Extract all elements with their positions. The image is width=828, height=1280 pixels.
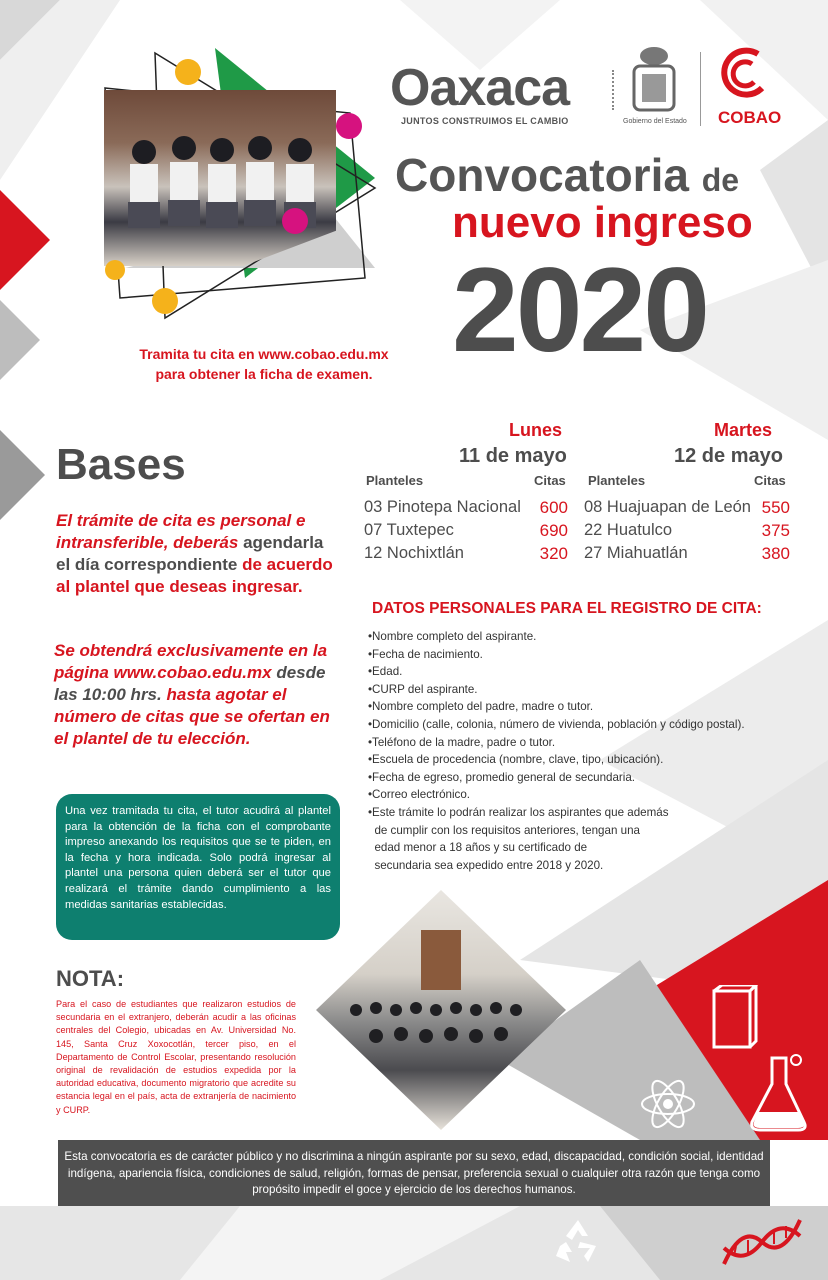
bases-title: Bases [56,440,186,489]
list-item: •Edad. [368,665,403,679]
flask-icon [744,1050,814,1134]
plantel-row: 22 Huatulco [584,521,673,539]
plantel-row: 07 Tuxtepec [364,521,454,539]
col-citas-1: Citas [534,473,566,488]
citas-value: 600 [539,498,568,517]
list-item: •CURP del aspirante. [368,682,478,696]
atom-icon [638,1074,698,1134]
citas-value: 320 [539,544,568,563]
title-de: de [701,162,740,198]
oaxaca-logo: Oaxaca [390,59,570,117]
bases-p1-b: agendarla el día correspondiente [56,533,324,574]
day-1-date: 11 de mayo [459,445,567,467]
cobao-logo-icon [718,44,770,106]
citas-value: 550 [761,498,790,517]
col-planteles-2: Planteles [588,473,646,488]
bases-p1-c: de acuerdo al plantel que deseas ingresar. [56,555,333,596]
plantel-row: 27 Miahuatlán [584,544,688,562]
nota-text: Para el caso de estudiantes que realizaron estudios de secundaria en el extranjero, deberán acudir a las oficinas centrales del Colegio, ubicadas en Av. Universidad No. 145, Santa Cruz Xoxocotlán, tercer piso, en el Departamento de Control Escolar, presentando resolución original de revalidación de estudios expedida por la autoridad educativa, documento migratorio que acredite su estancia legal en el país, acta de extranjería de nacimiento y CURP. [56,999,296,1115]
bases-p2-c: hasta agotar el número de citas que se ofertan en el plantel de tu elección. [54,685,330,748]
cobao-label: COBAO [718,108,782,127]
list-item: •Fecha de nacimiento. [368,647,483,661]
plantel-row: 03 Pinotepa Nacional [364,498,521,516]
list-item: •Teléfono de la madre, padre o tutor. [368,735,556,749]
datos-list [368,628,798,874]
bases-p2-b: desde las 10:00 hrs. [54,663,326,704]
citas-value: 380 [761,544,790,563]
bases-p1-a: El trámite de cita es personal e intransferible, deberás [56,511,306,552]
recycle-icon [552,1216,604,1266]
title-line-1 [395,148,739,202]
nota-title: NOTA: [56,966,125,991]
gobierno-label: Gobierno del Estado [623,118,687,125]
list-item: •Escuela de procedencia (nombre, clave, tipo, ubicación). [368,753,664,767]
tramita-text: Tramita tu cita en www.cobao.edu.mx para obtener la ficha de examen. [139,346,389,382]
day-2-name: Martes [714,420,773,440]
list-item: •Domicilio (calle, colonia, número de vivienda, población y código postal). [368,717,745,731]
bases-paragraph-1 [56,510,341,598]
list-item: •Fecha de egreso, promedio general de secundaria. [368,770,636,784]
list-item: •Este trámite lo podrán realizar los aspirantes que además [368,805,669,819]
title-year: 2020 [452,243,707,377]
col-planteles-1: Planteles [366,473,424,488]
list-item: de cumplir con los requisitos anteriores, tengan una [368,823,640,837]
book-icon [710,985,758,1053]
title-convocatoria: Convocatoria [395,149,689,201]
bases-p2-a: Se obtendrá exclusivamente en la página www.cobao.edu.mx [54,641,328,682]
plantel-row: 12 Nochixtlán [364,544,464,562]
oaxaca-tagline: JUNTOS CONSTRUIMOS EL CAMBIO [401,116,569,126]
list-item: secundaria sea expedido entre 2018 y 2020. [368,858,604,872]
list-item: edad menor a 18 años y su certificado de [368,841,588,855]
vertical-divider-2 [700,52,701,126]
citas-value: 375 [761,521,790,540]
list-item: •Correo electrónico. [368,788,471,802]
day-1-name: Lunes [509,420,563,440]
title-line-2: nuevo ingreso [452,198,753,247]
bases-paragraph-2 [54,640,344,750]
vertical-divider [612,70,616,110]
citas-value: 690 [539,521,568,540]
list-item: •Nombre completo del aspirante. [368,630,537,643]
col-citas-2: Citas [754,473,786,488]
state-seal-icon [628,44,680,114]
list-item: •Nombre completo del padre, madre o tutor. [368,700,594,714]
tutor-info-box: Una vez tramitada tu cita, el tutor acudirá al plantel para la obtención de la ficha con el comprobante impreso anexando los requisitos que se te piden, en la fecha y hora indicada. Solo podrá ingresar al plantel una persona quien deberá ser el tutor que realizará el trámite dando cumplimiento a las medidas sanitarias establecidas. [56,794,340,940]
footer-disclaimer: Esta convocatoria es de carácter público y no discrimina a ningún aspirante por su sexo, edad, discapacidad, condición social, identidad indígena, apariencia física, condiciones de salud, religión, formas de pensar, preferencia sexual o cualquier otra razón que tenga como propósito impedir el goce y ejercicio de los derechos humanos. [64,1150,764,1196]
decorative-dots [95,48,385,328]
datos-title: DATOS PERSONALES PARA EL REGISTRO DE CITA: [372,600,762,617]
day-2-date: 12 de mayo [674,445,783,467]
plantel-row: 08 Huajuapan de León [584,498,751,516]
dna-icon [722,1214,802,1270]
